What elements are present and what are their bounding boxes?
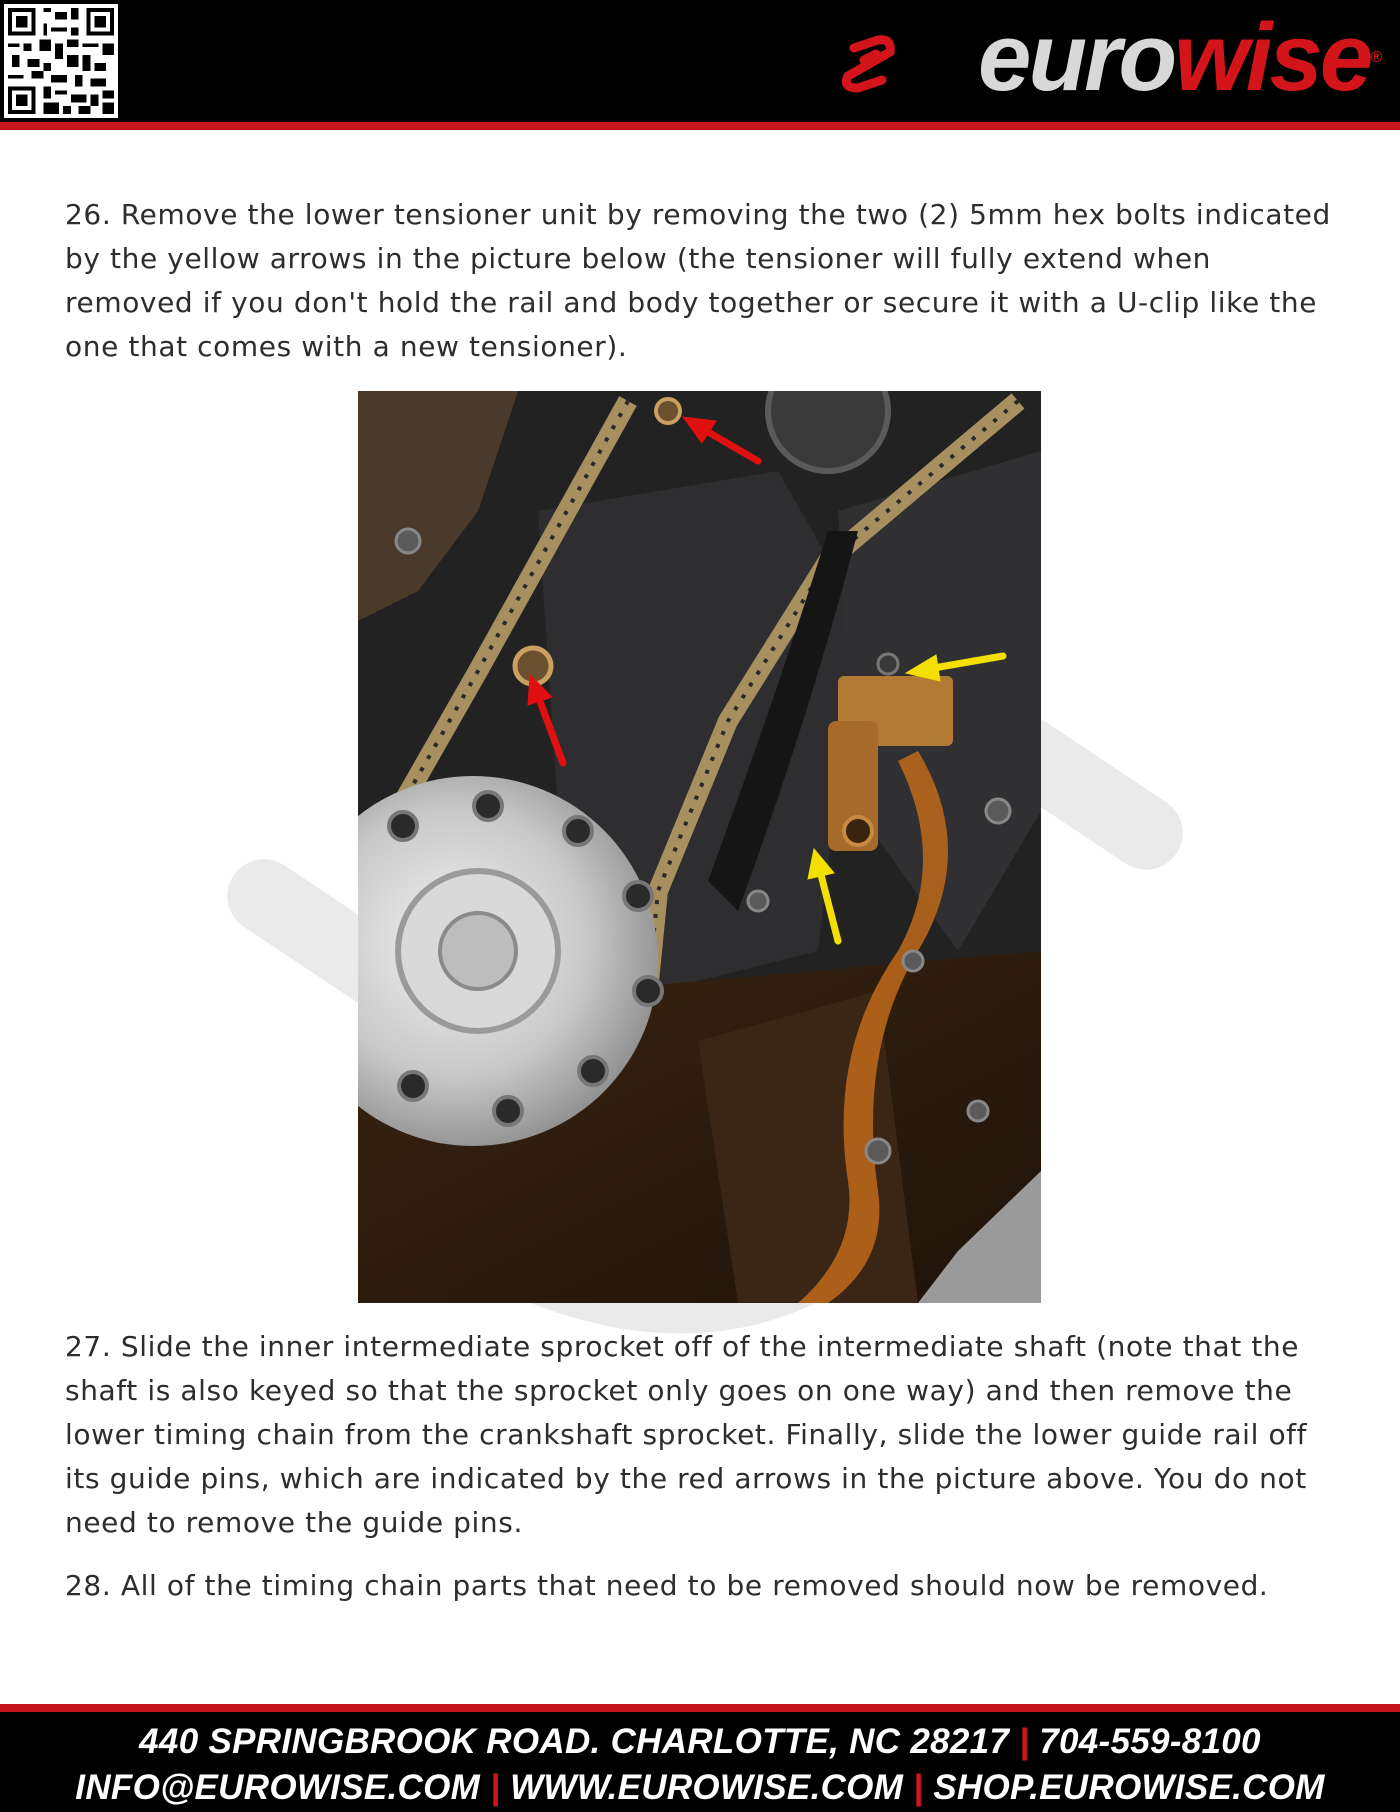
logo-wise-text: wise [1174,4,1371,111]
step-27-text: 27. Slide the inner intermediate sprocket off of the intermediate shaft (note that the shaft is also keyed so that the sprocket only goes on one way) and then remove the lower timing chain from the crankshaft sprocket. Finally, slide the lower guide rail off its guide pins, which are indicated by the red arrows in the picture above. You do not need to remove the guide pins. [65,1330,1308,1539]
engine-timing-photo [358,391,1041,1303]
step-28-text: 28. All of the timing chain parts that need to be removed should now be removed. [65,1569,1269,1602]
footer-divider [0,1704,1400,1712]
header-divider [0,122,1400,130]
qr-code-icon[interactable] [4,4,118,118]
logo-registered-mark: ® [1370,49,1382,66]
footer-email-link[interactable]: INFO@EUROWISE.COM [75,1768,481,1807]
footer-separator: | [490,1768,501,1807]
footer-website-link[interactable]: WWW.EUROWISE.COM [510,1768,904,1807]
footer-links-row [0,1768,1400,1808]
footer-separator: | [1019,1722,1030,1761]
footer-contact-row [0,1722,1400,1762]
logo-euro-text: euro [978,4,1175,111]
step-26-text: 26. Remove the lower tensioner unit by removing the two (2) 5mm hex bolts indicated by the yellow arrows in the picture below (the tensioner will fully extend when removed if you don't hold the rail and body together or secure it with a U-clip like the one that comes with a new tensioner). [65,198,1331,363]
footer-phone[interactable]: 704-559-8100 [1039,1722,1261,1761]
footer-separator: | [913,1768,924,1807]
footer-shop-link[interactable]: SHOP.EUROWISE.COM [933,1768,1325,1807]
eurowise-logo[interactable] [978,4,1382,111]
eurowise-logo-mark-icon [834,30,904,100]
footer-address: 440 SPRINGBROOK ROAD. CHARLOTTE, NC 28217 [139,1722,1010,1761]
